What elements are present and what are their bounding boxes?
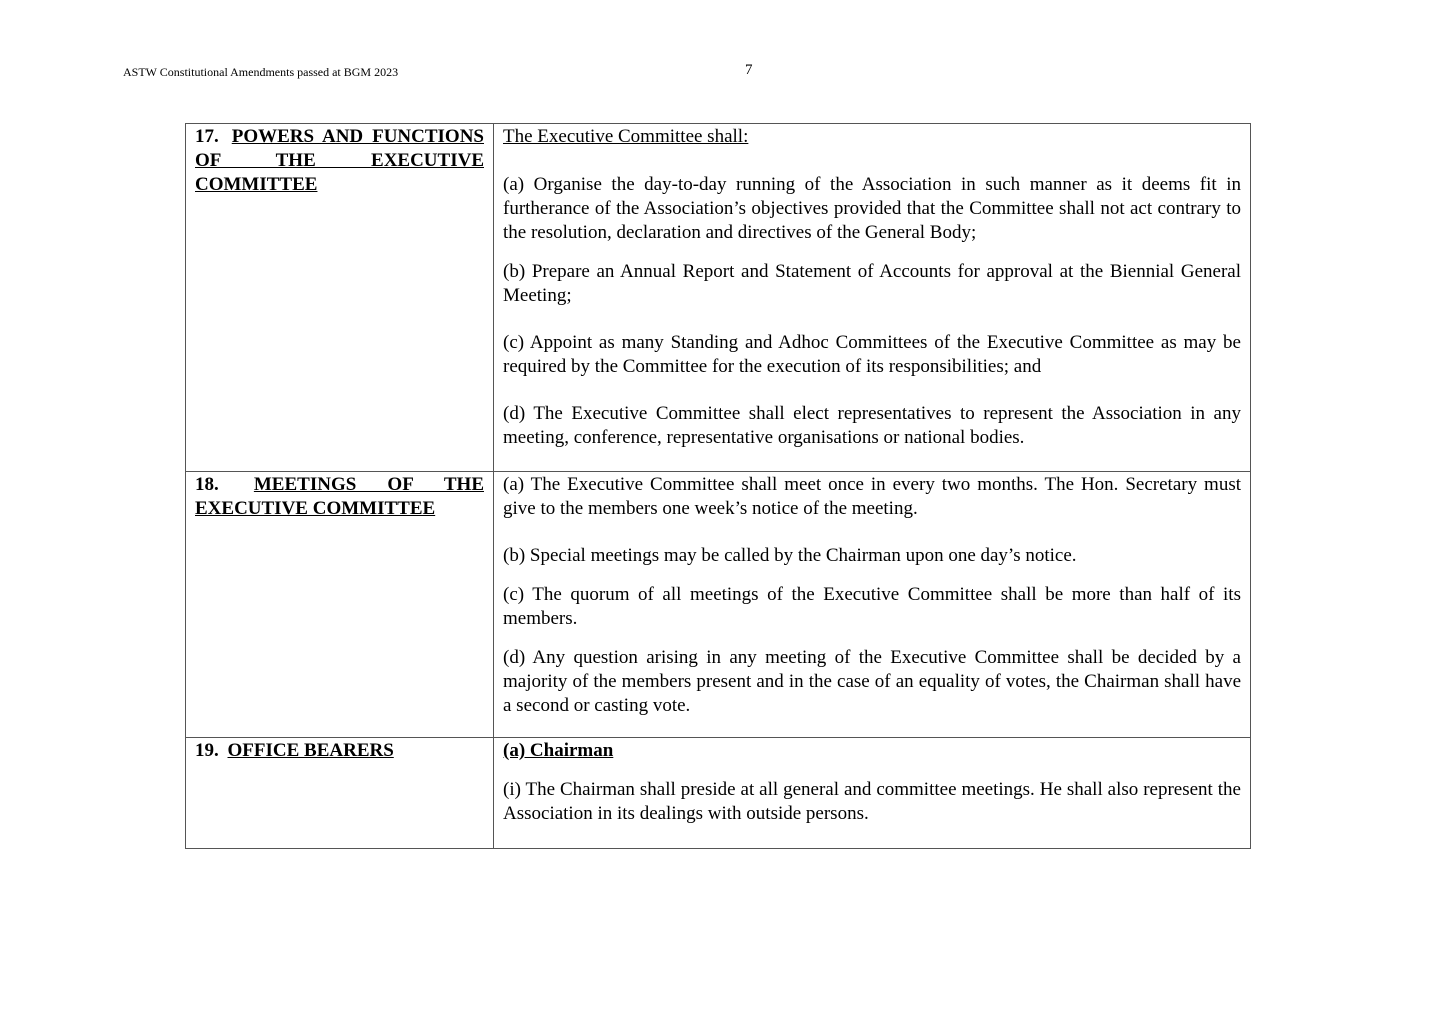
- clause-paragraph: (i) The Chairman shall preside at all general and committee meetings. He shall also represent the Association in its dealings with outside persons.: [503, 779, 1241, 824]
- page-number: 7: [745, 62, 753, 78]
- clause-17-body-cell: [494, 124, 1251, 472]
- clause-paragraph: (b) Prepare an Annual Report and Statement of Accounts for approval at the Biennial General Meeting;: [503, 261, 1241, 306]
- clause-17-heading-cell: [186, 124, 494, 472]
- clause-paragraph: (d) Any question arising in any meeting of the Executive Committee shall be decided by a majority of the members present and in the case of an equality of votes, the Chairman shall have a second or casting vote.: [503, 647, 1241, 716]
- clause-paragraph: (b) Special meetings may be called by the Chairman upon one day’s notice.: [503, 545, 1077, 566]
- clause-number: 17.: [195, 126, 219, 147]
- clause-number: 18.: [195, 474, 219, 495]
- clause-18-heading-cell: [186, 472, 494, 738]
- clause-paragraph: (a) The Executive Committee shall meet once in every two months. The Hon. Secretary must give to the members one week’s notice of the meeting.: [503, 474, 1241, 519]
- table-row: [186, 124, 1251, 472]
- clause-subheading: (a) Chairman: [503, 740, 614, 761]
- clause-paragraph: (c) Appoint as many Standing and Adhoc Committees of the Executive Committee as may be required by the Committee for the execution of its responsibilities; and: [503, 332, 1241, 377]
- clause-intro: The Executive Committee shall:: [503, 126, 749, 147]
- clause-19-heading-cell: [186, 738, 494, 849]
- clause-18-body-cell: [494, 472, 1251, 738]
- clause-paragraph: (c) The quorum of all meetings of the Executive Committee shall be more than half of its members.: [503, 584, 1241, 629]
- clause-number: 19.: [195, 740, 219, 761]
- clauses-table: [185, 123, 1251, 849]
- clause-title: POWERS AND FUNCTIONS OF THE EXECUTIVE COMMITTEE: [195, 126, 484, 195]
- table-row: [186, 738, 1251, 849]
- header-title: ASTW Constitutional Amendments passed at BGM 2023: [123, 65, 399, 79]
- clause-title: OFFICE BEARERS: [227, 740, 394, 761]
- clause-19-body-cell: [494, 738, 1251, 849]
- table-row: [186, 472, 1251, 738]
- clause-paragraph: (d) The Executive Committee shall elect representatives to represent the Association in any meeting, conference, representative organisations or national bodies.: [503, 403, 1241, 448]
- clause-title: MEETINGS OF THE EXECUTIVE COMMITTEE: [195, 474, 484, 519]
- clause-paragraph: (a) Organise the day-to-day running of the Association in such manner as it deems fit in furtherance of the Association’s objectives provided that the Committee shall not act contrary to the resolution, declaration and directives of the General Body;: [503, 174, 1241, 243]
